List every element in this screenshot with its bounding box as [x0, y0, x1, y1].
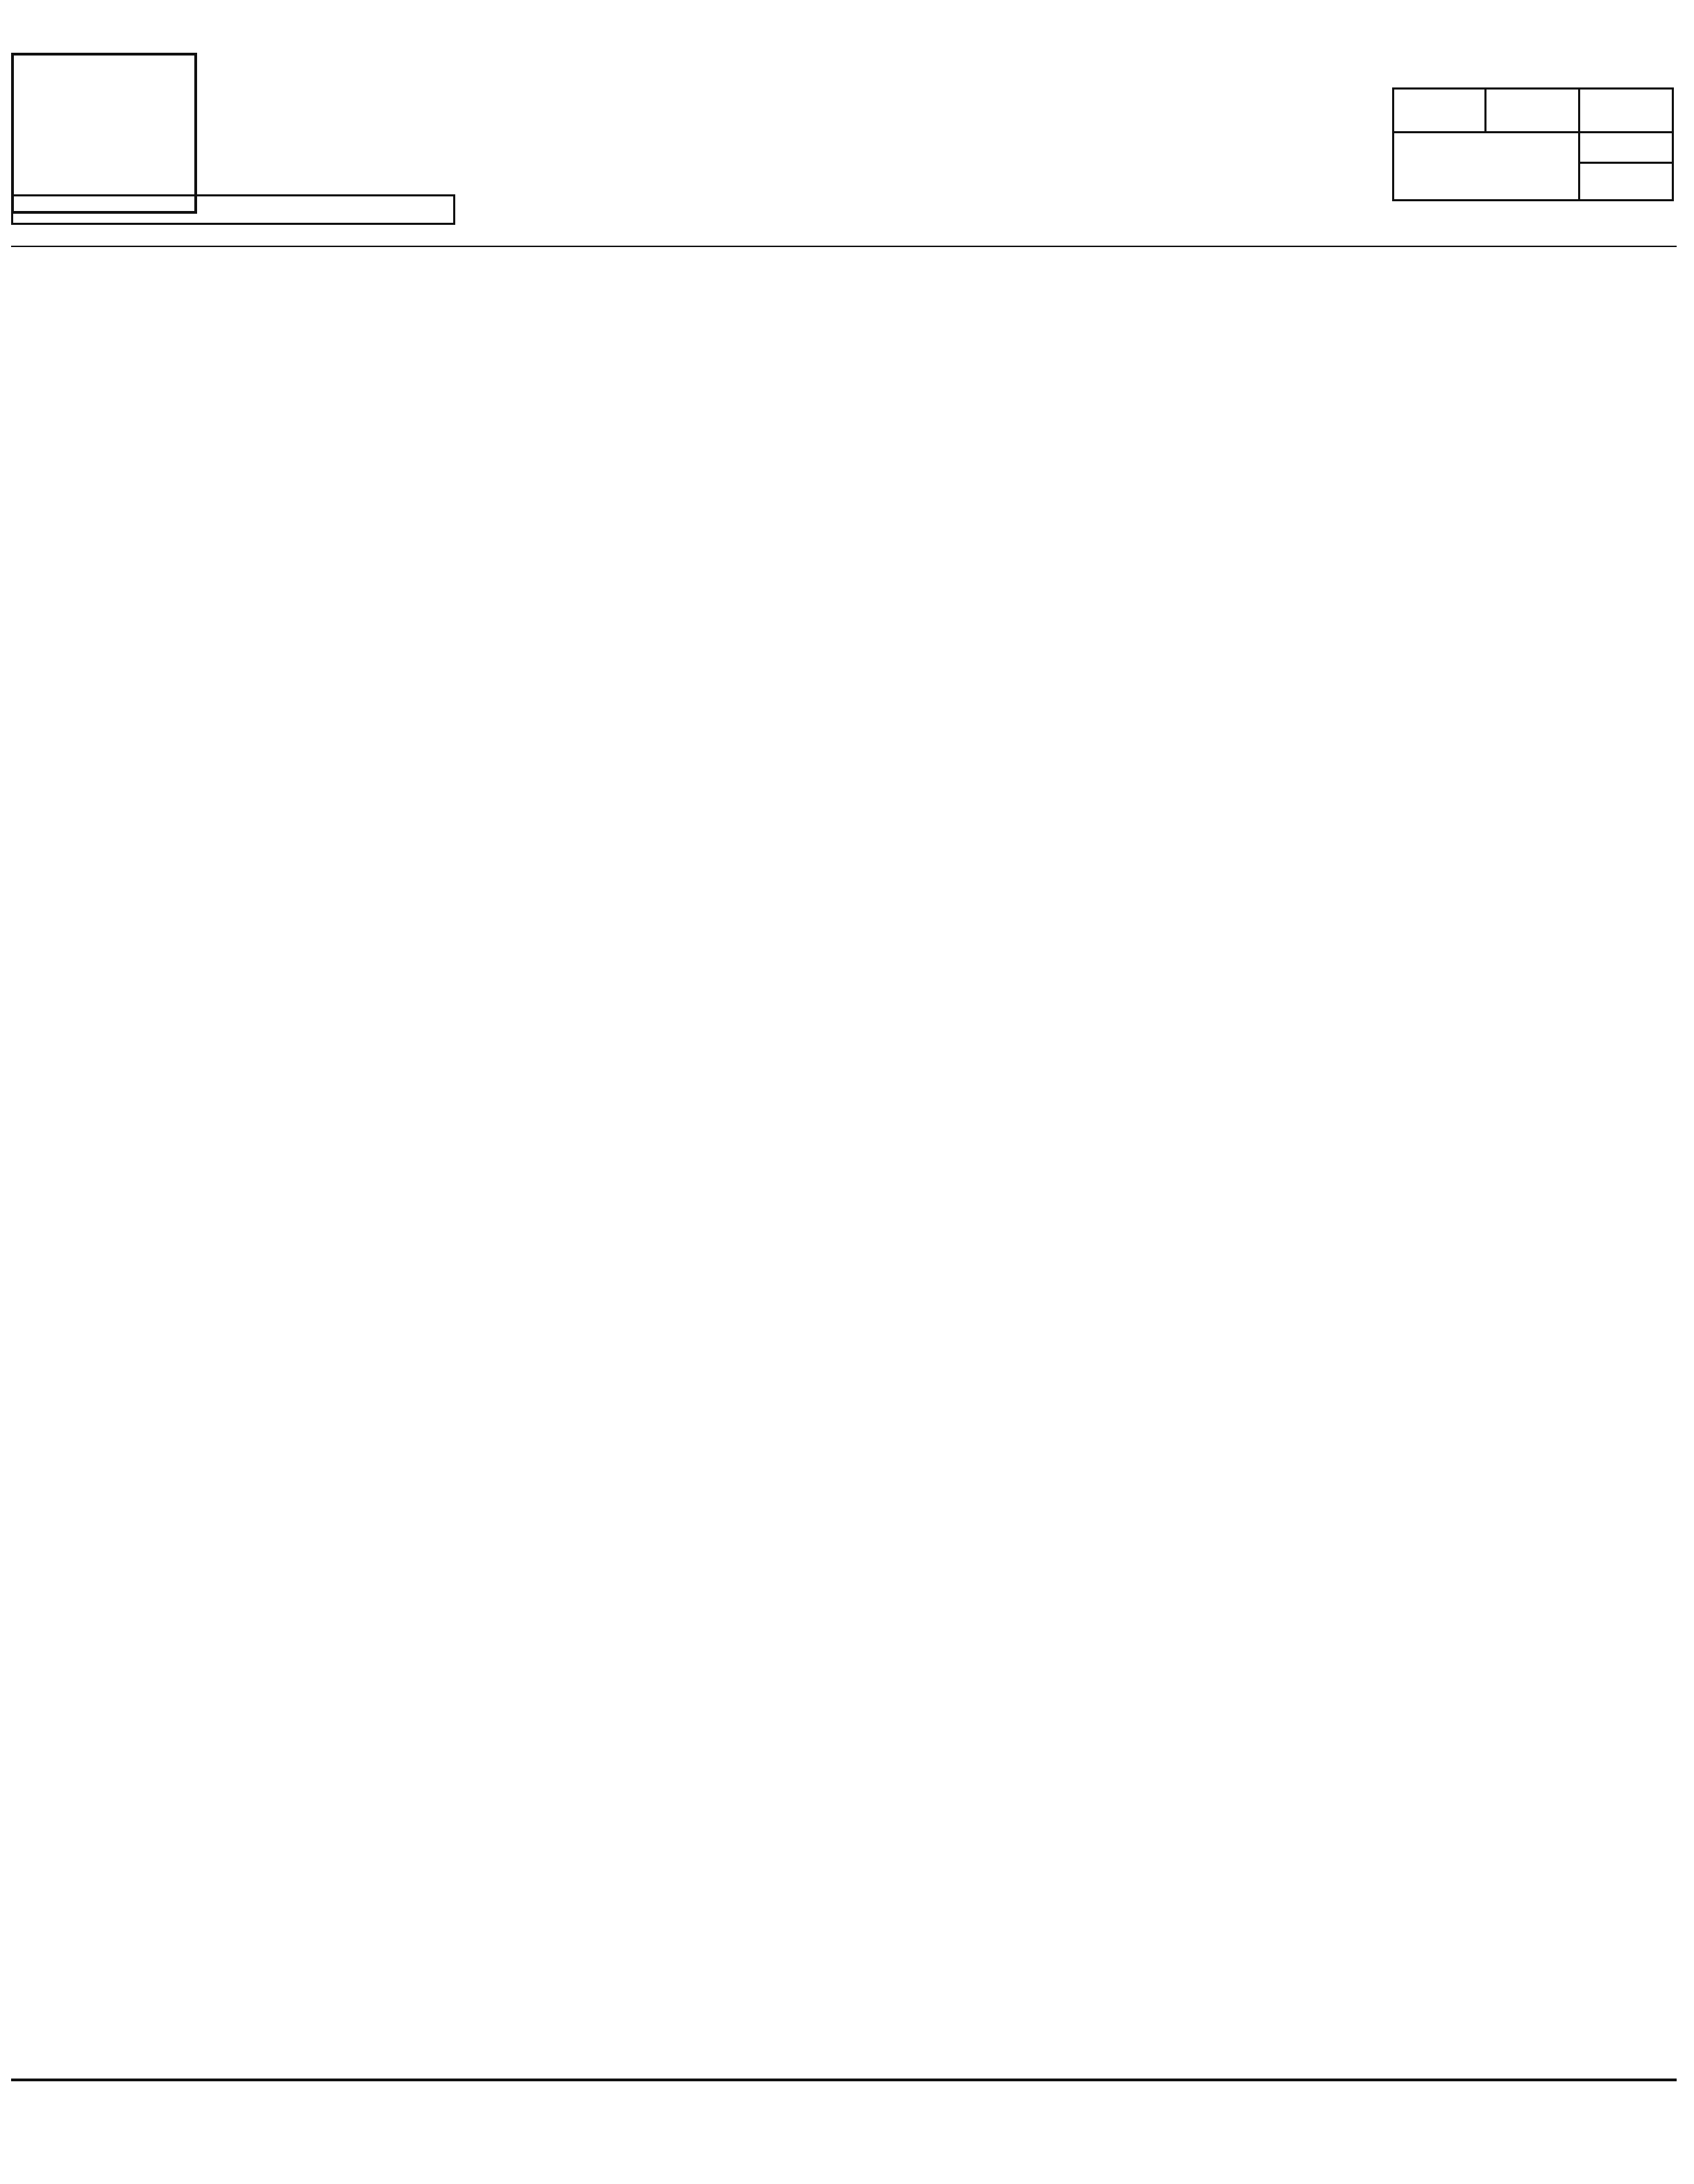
race-header	[11, 49, 1677, 243]
tag-grid-box	[1392, 87, 1674, 201]
ask-by-number	[11, 194, 455, 225]
column-header-row	[11, 230, 1677, 247]
page-footer	[11, 2079, 1677, 2109]
race-number	[11, 53, 197, 214]
program-page	[11, 49, 1677, 2179]
